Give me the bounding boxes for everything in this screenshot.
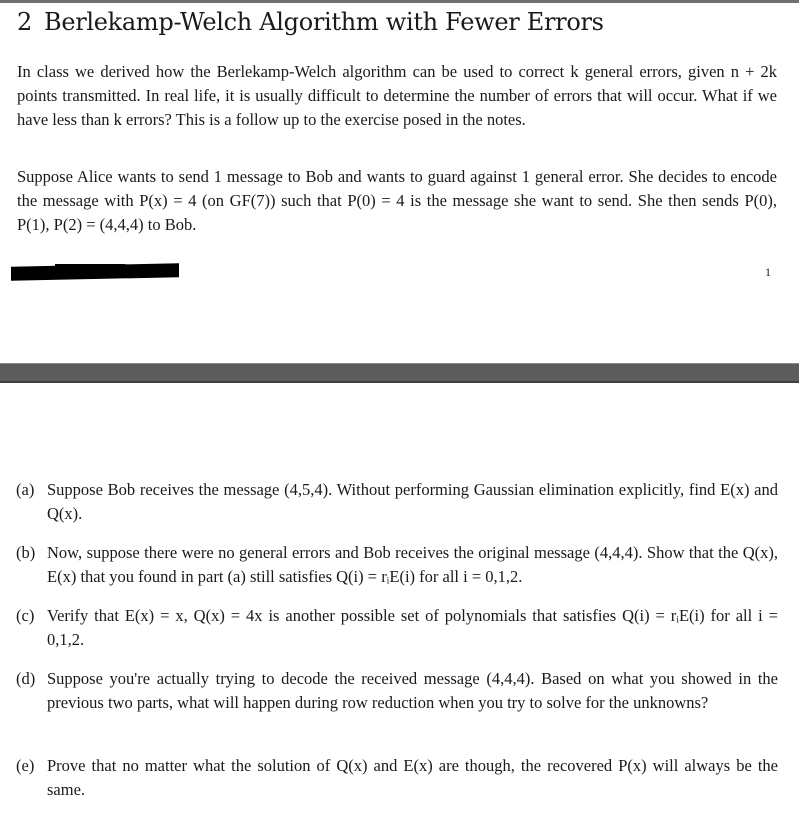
part-text: Verify that E(x) = x, Q(x) = 4x is another possible set of polynomials that satisfies Q(i) = rᵢE(i) for all i = 0,1,2.: [47, 606, 778, 649]
part-a: [16, 478, 778, 526]
scenario-paragraph: Suppose Alice wants to send 1 message to Bob and wants to guard against 1 general error. She decides to encode the message with P(x) = 4 (on GF(7)) such that P(0) = 4 is the message she want to send. She then sends P(0), P(1), P(2) = (4,4,4) to Bob.: [17, 167, 777, 234]
section-number: 2: [17, 8, 32, 36]
section-heading: [17, 8, 604, 36]
part-label: (b): [16, 543, 36, 562]
part-label: (c): [16, 606, 35, 625]
intro-paragraph: In class we derived how the Berlekamp-Welch algorithm can be used to correct k general errors, given n + 2k points transmitted. In real life, it is usually difficult to determine the number of errors that will occur. What if we have less than k errors? This is a follow up to the exercise posed in the notes.: [17, 62, 777, 129]
part-label: (d): [16, 669, 36, 688]
page-number: 1: [765, 265, 771, 279]
part-label: (e): [16, 756, 35, 775]
part-text: Now, suppose there were no general errors and Bob receives the original message (4,4,4). Show that the Q(x), E(x) that you found in part (a) still satisfies Q(i) = rᵢE(i) for all i = 0,1,2.: [47, 543, 778, 586]
redaction-mark: [55, 264, 125, 270]
part-text: Suppose Bob receives the message (4,5,4). Without performing Gaussian elimination explicitly, find E(x) and Q(x).: [47, 480, 778, 523]
part-c: [16, 604, 778, 652]
page-separator: [0, 363, 799, 383]
top-rule: [0, 0, 799, 3]
part-label: (a): [16, 480, 35, 499]
part-d: [16, 667, 778, 715]
part-b: [16, 541, 778, 589]
part-e: [16, 754, 778, 802]
section-title: Berlekamp-Welch Algorithm with Fewer Errors: [43, 8, 604, 36]
part-text: Suppose you're actually trying to decode the received message (4,4,4). Based on what you showed in the previous two parts, what will happen during row reduction when you try to solve for the unknowns?: [47, 669, 778, 712]
part-text: Prove that no matter what the solution of Q(x) and E(x) are though, the recovered P(x) will always be the same.: [47, 756, 778, 799]
